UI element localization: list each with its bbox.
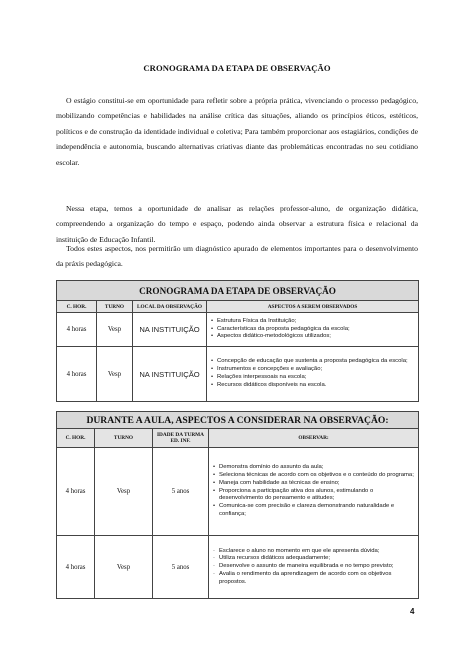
header-age: IDADE DA TURMA ED. INF. [153,429,209,448]
table-row [57,313,419,347]
header-hours: C. HOR. [57,301,97,313]
list-item: • Proporciona a participação ativa dos alunos, estimulando o desenvolvimento do pensamento e atitudes; [213,487,374,502]
observation-table-title: DURANTE A AULA, ASPECTOS A CONSIDERAR NA OBSERVAÇÃO: [57,412,419,429]
list-item: • Características da proposta pedagógica da escola; [211,325,350,332]
header-hours: C. HOR. [57,429,95,448]
list-item: · Utiliza recursos didáticos adequadamente; [213,555,331,562]
cell-hours: 4 horas [57,347,97,402]
page-title: CRONOGRAMA DA ETAPA DE OBSERVAÇÃO [143,63,331,73]
list-item: • Instrumentos e concepções e avaliação; [211,366,323,373]
cell-aspects [207,347,419,402]
list-item: · Avalia o rendimento da aprendizagem de acordo com os objetivos propostos. [213,570,392,585]
header-shift: TURNO [95,429,153,448]
table-row [57,536,419,599]
list-item: • Comunica-se com precisão e clareza demonstrando naturalidade e confiança; [213,503,395,517]
header-observe: OBSERVAR: [209,429,419,448]
cell-aspects [207,313,419,347]
list-item: · Esclarece o aluno no momento em que ele apresenta dúvida; [213,547,380,554]
paragraph-aspects: Todos estes aspectos, nos permitirão um diagnóstico apurado de elementos importantes para o desenvolvimento da práxis pedagógica. [56,244,418,269]
schedule-table-title: CRONOGRAMA DA ETAPA DE OBSERVAÇÃO [57,281,419,301]
cell-shift: Vesp [95,448,153,536]
cell-shift: Vesp [95,536,153,599]
cell-place: NA INSTITUIÇÃO [133,347,207,402]
cell-observe [209,536,419,599]
cell-place: NA INSTITUIÇÃO [133,313,207,347]
list-item: • Maneja com habilidade as técnicas de ensino; [213,479,340,486]
cell-age: 5 anos [153,448,209,536]
list-item: • Aspectos didático-metodológicos utilizados; [211,333,331,340]
list-item: • Seleciona técnicas de acordo com os objetivos e o conteúdo do programa; [213,472,414,478]
page-number: 4 [410,607,415,616]
table-row [57,347,419,402]
list-item: · Desenvolve o assunto de maneira equilibrada e no tempo previsto; [213,563,394,570]
cell-shift: Vesp [97,313,133,347]
list-item: • Relações interpessoais na escola; [211,374,307,380]
cell-observe [209,448,419,536]
list-item: • Concepção de educação que sustenta a proposta pedagógica da escola; [211,358,408,365]
cell-age: 5 anos [153,536,209,599]
header-aspects: ASPECTOS A SEREM OBSERVADOS [207,301,419,313]
paragraph-internship: O estágio constitui-se em oportunidade para refletir sobre a própria prática, vivenciando o processo pedagógico, mobilizando competências e habilidades na análise crítica das situações, aliando os princípios éticos, estéticos, políticos e de construção da identidade individual e coletiva; Para também proporcionar aos estagiários, condições de independência e autonomia, buscando alternativas criativas diante das problemáticas encontradas no seu cotidiano escolar. [56,96,418,167]
paragraph-stage: Nessa etapa, temos a oportunidade de analisar as relações professor-aluno, de organização didática, compreendendo a organização do tempo e espaço, podendo ainda observar a estrutura física e relacional da instituição de Educação Infantil. [56,204,418,244]
table-row [57,448,419,536]
cell-shift: Vesp [97,347,133,402]
cell-hours: 4 horas [57,313,97,347]
cell-hours: 4 horas [57,536,95,599]
list-item: • Recursos didáticos disponíveis na escola. [211,381,327,388]
schedule-table [56,280,419,402]
header-place: LOCAL DA OBSERVAÇÃO [133,301,207,313]
header-shift: TURNO [97,301,133,313]
list-item: • Demonstra domínio do assunto da aula; [213,464,324,471]
list-item: • Estrutura Física da Instituição; [211,317,297,324]
cell-hours: 4 horas [57,448,95,536]
observation-table [56,411,419,599]
